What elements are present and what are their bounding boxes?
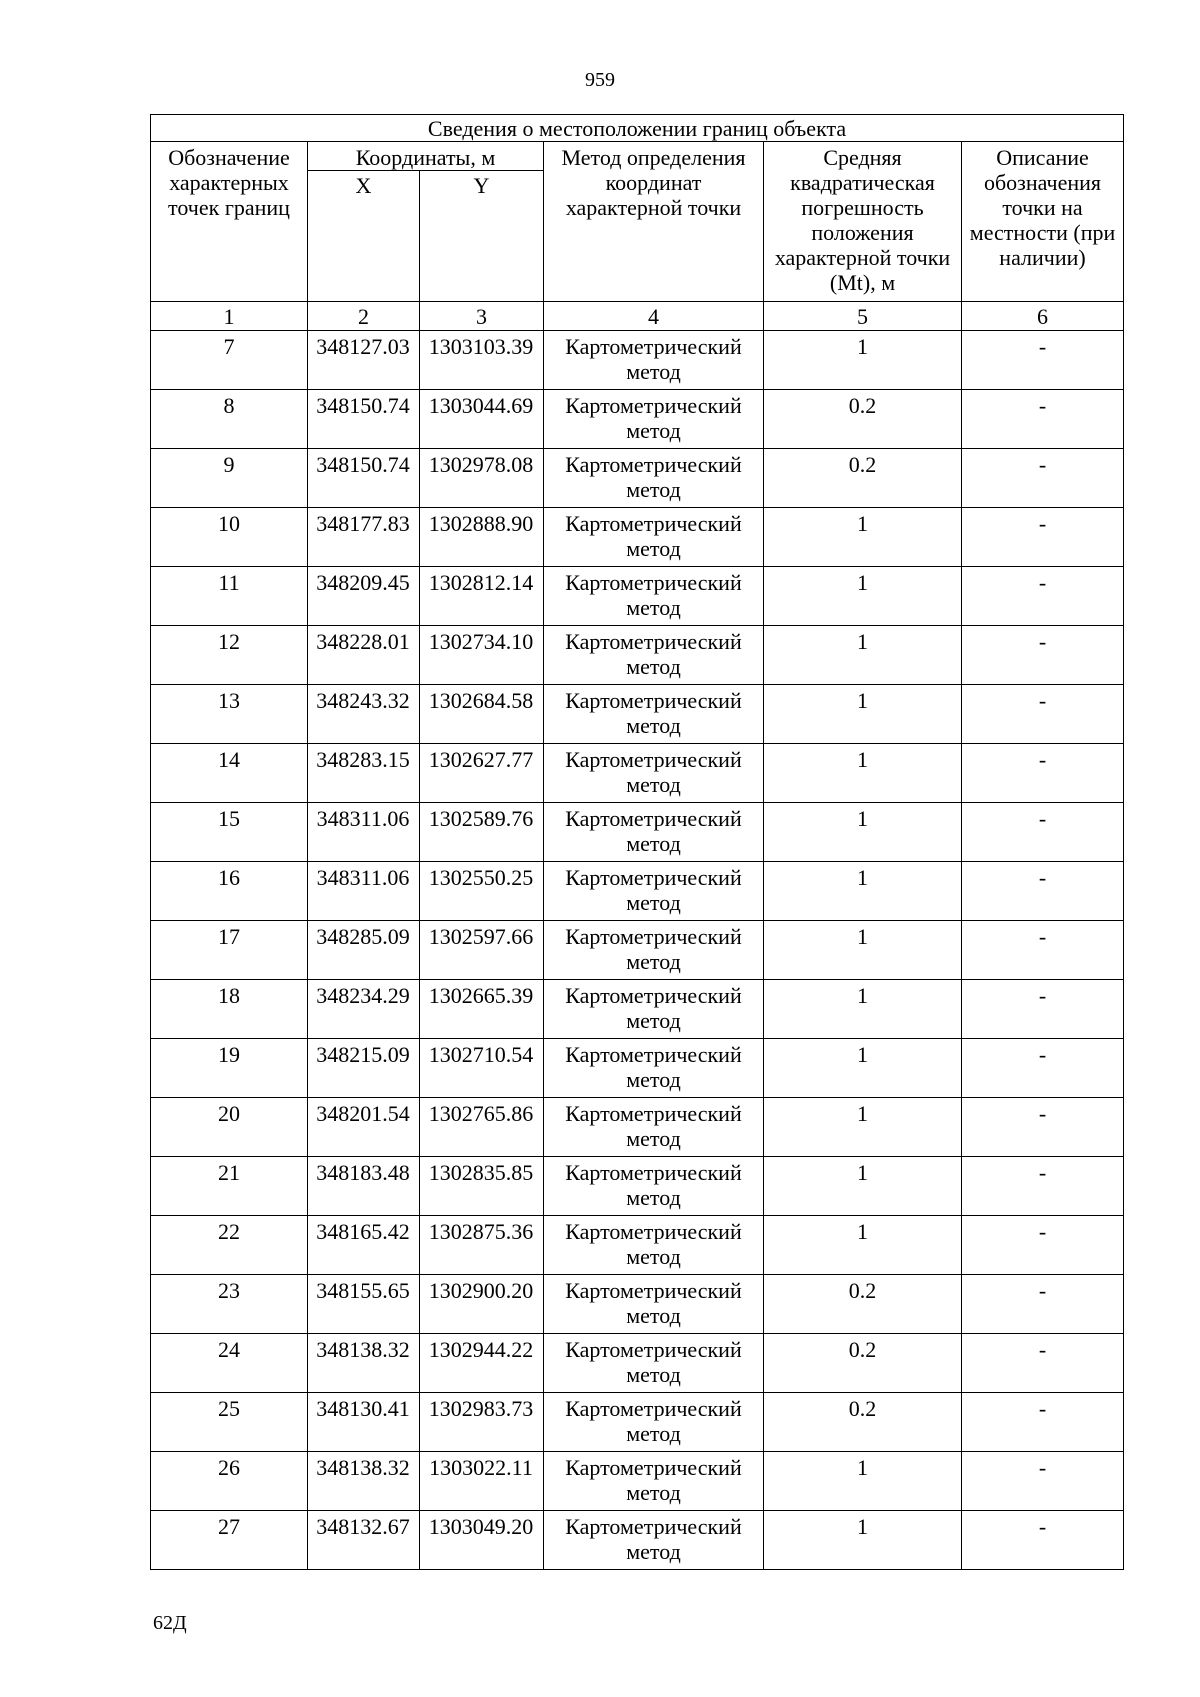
point-number-cell: 20 [151, 1098, 308, 1157]
point-number-cell: 10 [151, 508, 308, 567]
description-cell: - [962, 508, 1124, 567]
x-coordinate-cell: 348165.42 [308, 1216, 420, 1275]
point-number-cell: 14 [151, 744, 308, 803]
description-cell: - [962, 1452, 1124, 1511]
x-coordinate-cell: 348234.29 [308, 980, 420, 1039]
table-row [151, 1393, 1124, 1452]
y-coordinate-cell: 1302589.76 [420, 803, 544, 862]
mean-error-cell: 1 [764, 921, 962, 980]
description-cell: - [962, 862, 1124, 921]
x-coordinate-cell: 348283.15 [308, 744, 420, 803]
point-number-cell: 9 [151, 449, 308, 508]
y-coordinate-cell: 1302944.22 [420, 1334, 544, 1393]
method-cell: Картометрический метод [544, 508, 764, 567]
mean-error-cell: 0.2 [764, 1393, 962, 1452]
table-row [151, 449, 1124, 508]
point-number-cell: 17 [151, 921, 308, 980]
table-row [151, 1275, 1124, 1334]
header-mean-error: Средняя квадратическая погрешность положения характерной точки (Mt), м [764, 142, 962, 302]
table-row [151, 1216, 1124, 1275]
method-cell: Картометрический метод [544, 921, 764, 980]
mean-error-cell: 1 [764, 626, 962, 685]
method-cell: Картометрический метод [544, 626, 764, 685]
description-cell: - [962, 449, 1124, 508]
method-cell: Картометрический метод [544, 1334, 764, 1393]
description-cell: - [962, 567, 1124, 626]
y-coordinate-cell: 1303044.69 [420, 390, 544, 449]
y-coordinate-cell: 1303103.39 [420, 331, 544, 390]
x-coordinate-cell: 348138.32 [308, 1334, 420, 1393]
mean-error-cell: 1 [764, 1157, 962, 1216]
x-coordinate-cell: 348183.48 [308, 1157, 420, 1216]
method-cell: Картометрический метод [544, 567, 764, 626]
y-coordinate-cell: 1302888.90 [420, 508, 544, 567]
point-number-cell: 12 [151, 626, 308, 685]
point-number-cell: 26 [151, 1452, 308, 1511]
method-cell: Картометрический метод [544, 390, 764, 449]
mean-error-cell: 1 [764, 1452, 962, 1511]
header-method: Метод определения координат характерной точки [544, 142, 764, 302]
table-row [151, 685, 1124, 744]
description-cell: - [962, 626, 1124, 685]
mean-error-cell: 0.2 [764, 449, 962, 508]
y-coordinate-cell: 1302835.85 [420, 1157, 544, 1216]
x-coordinate-cell: 348215.09 [308, 1039, 420, 1098]
table-row [151, 980, 1124, 1039]
y-coordinate-cell: 1303022.11 [420, 1452, 544, 1511]
table-row [151, 626, 1124, 685]
column-number: 5 [764, 302, 962, 331]
y-coordinate-cell: 1302684.58 [420, 685, 544, 744]
mean-error-cell: 1 [764, 1511, 962, 1570]
description-cell: - [962, 1511, 1124, 1570]
table-row [151, 331, 1124, 390]
column-number: 4 [544, 302, 764, 331]
method-cell: Картометрический метод [544, 744, 764, 803]
point-number-cell: 21 [151, 1157, 308, 1216]
y-coordinate-cell: 1302983.73 [420, 1393, 544, 1452]
y-coordinate-cell: 1302550.25 [420, 862, 544, 921]
method-cell: Картометрический метод [544, 1275, 764, 1334]
point-number-cell: 8 [151, 390, 308, 449]
y-coordinate-cell: 1302900.20 [420, 1275, 544, 1334]
description-cell: - [962, 390, 1124, 449]
mean-error-cell: 1 [764, 1039, 962, 1098]
method-cell: Картометрический метод [544, 1039, 764, 1098]
method-cell: Картометрический метод [544, 1393, 764, 1452]
table-row [151, 1157, 1124, 1216]
description-cell: - [962, 803, 1124, 862]
method-cell: Картометрический метод [544, 331, 764, 390]
point-number-cell: 24 [151, 1334, 308, 1393]
point-number-cell: 15 [151, 803, 308, 862]
column-number-row [151, 302, 1124, 331]
x-coordinate-cell: 348311.06 [308, 803, 420, 862]
mean-error-cell: 0.2 [764, 390, 962, 449]
table-row [151, 508, 1124, 567]
column-number: 1 [151, 302, 308, 331]
table-title: Сведения о местоположении границ объекта [151, 115, 1124, 142]
method-cell: Картометрический метод [544, 1216, 764, 1275]
mean-error-cell: 1 [764, 508, 962, 567]
description-cell: - [962, 1039, 1124, 1098]
column-number: 2 [308, 302, 420, 331]
table-row [151, 803, 1124, 862]
column-number: 6 [962, 302, 1124, 331]
boundary-points-table [150, 114, 1124, 1570]
description-cell: - [962, 1334, 1124, 1393]
table-row [151, 1098, 1124, 1157]
table-row [151, 1334, 1124, 1393]
x-coordinate-cell: 348243.32 [308, 685, 420, 744]
table-row [151, 1511, 1124, 1570]
description-cell: - [962, 685, 1124, 744]
point-number-cell: 19 [151, 1039, 308, 1098]
mean-error-cell: 1 [764, 1098, 962, 1157]
description-cell: - [962, 921, 1124, 980]
mean-error-cell: 1 [764, 862, 962, 921]
method-cell: Картометрический метод [544, 1157, 764, 1216]
y-coordinate-cell: 1302875.36 [420, 1216, 544, 1275]
mean-error-cell: 1 [764, 980, 962, 1039]
mean-error-cell: 1 [764, 331, 962, 390]
method-cell: Картометрический метод [544, 803, 764, 862]
x-coordinate-cell: 348228.01 [308, 626, 420, 685]
x-coordinate-cell: 348177.83 [308, 508, 420, 567]
header-point-designation: Обозначение характерных точек границ [151, 142, 308, 302]
table-row [151, 921, 1124, 980]
mean-error-cell: 1 [764, 567, 962, 626]
header-description: Описание обозначения точки на местности (при наличии) [962, 142, 1124, 302]
point-number-cell: 7 [151, 331, 308, 390]
header-coordinates: Координаты, м [308, 142, 544, 171]
method-cell: Картометрический метод [544, 685, 764, 744]
point-number-cell: 13 [151, 685, 308, 744]
x-coordinate-cell: 348155.65 [308, 1275, 420, 1334]
x-coordinate-cell: 348132.67 [308, 1511, 420, 1570]
x-coordinate-cell: 348311.06 [308, 862, 420, 921]
description-cell: - [962, 1275, 1124, 1334]
description-cell: - [962, 1393, 1124, 1452]
x-coordinate-cell: 348150.74 [308, 390, 420, 449]
y-coordinate-cell: 1303049.20 [420, 1511, 544, 1570]
mean-error-cell: 0.2 [764, 1334, 962, 1393]
x-coordinate-cell: 348285.09 [308, 921, 420, 980]
mean-error-cell: 1 [764, 744, 962, 803]
x-coordinate-cell: 348209.45 [308, 567, 420, 626]
table-row [151, 744, 1124, 803]
x-coordinate-cell: 348201.54 [308, 1098, 420, 1157]
point-number-cell: 22 [151, 1216, 308, 1275]
page-number: 959 [585, 69, 615, 91]
header-y: Y [420, 171, 544, 302]
point-number-cell: 18 [151, 980, 308, 1039]
y-coordinate-cell: 1302765.86 [420, 1098, 544, 1157]
y-coordinate-cell: 1302627.77 [420, 744, 544, 803]
description-cell: - [962, 980, 1124, 1039]
table-row [151, 390, 1124, 449]
method-cell: Картометрический метод [544, 1098, 764, 1157]
table-row [151, 567, 1124, 626]
point-number-cell: 16 [151, 862, 308, 921]
table-row [151, 1039, 1124, 1098]
method-cell: Картометрический метод [544, 1452, 764, 1511]
footer-code: 62Д [153, 1612, 187, 1634]
header-x: X [308, 171, 420, 302]
method-cell: Картометрический метод [544, 1511, 764, 1570]
mean-error-cell: 1 [764, 1216, 962, 1275]
x-coordinate-cell: 348138.32 [308, 1452, 420, 1511]
table-row [151, 862, 1124, 921]
y-coordinate-cell: 1302734.10 [420, 626, 544, 685]
x-coordinate-cell: 348130.41 [308, 1393, 420, 1452]
description-cell: - [962, 331, 1124, 390]
point-number-cell: 23 [151, 1275, 308, 1334]
mean-error-cell: 0.2 [764, 1275, 962, 1334]
point-number-cell: 27 [151, 1511, 308, 1570]
description-cell: - [962, 744, 1124, 803]
mean-error-cell: 1 [764, 685, 962, 744]
y-coordinate-cell: 1302978.08 [420, 449, 544, 508]
mean-error-cell: 1 [764, 803, 962, 862]
description-cell: - [962, 1098, 1124, 1157]
x-coordinate-cell: 348150.74 [308, 449, 420, 508]
y-coordinate-cell: 1302665.39 [420, 980, 544, 1039]
y-coordinate-cell: 1302597.66 [420, 921, 544, 980]
y-coordinate-cell: 1302710.54 [420, 1039, 544, 1098]
description-cell: - [962, 1216, 1124, 1275]
method-cell: Картометрический метод [544, 862, 764, 921]
description-cell: - [962, 1157, 1124, 1216]
table-row [151, 1452, 1124, 1511]
method-cell: Картометрический метод [544, 980, 764, 1039]
column-number: 3 [420, 302, 544, 331]
method-cell: Картометрический метод [544, 449, 764, 508]
x-coordinate-cell: 348127.03 [308, 331, 420, 390]
y-coordinate-cell: 1302812.14 [420, 567, 544, 626]
point-number-cell: 11 [151, 567, 308, 626]
point-number-cell: 25 [151, 1393, 308, 1452]
